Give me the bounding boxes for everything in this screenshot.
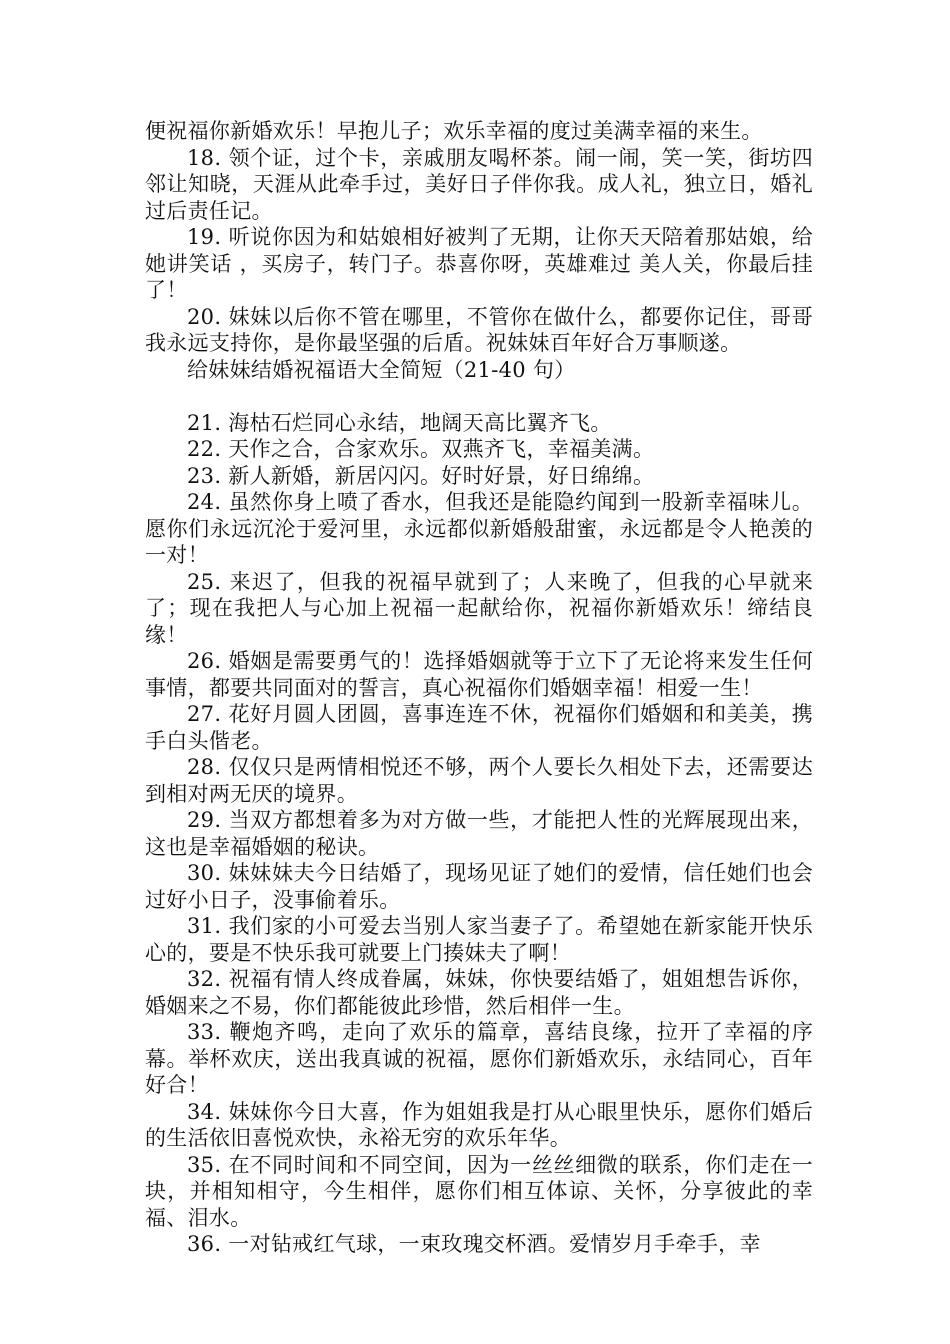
wish-paragraph-23: 23. 新人新婚，新居闪闪。好时好景，好日绵绵。 [187, 463, 655, 488]
wish-paragraph-27: 27. 花好月圆人团圆，喜事连连不休，祝福你们婚姻和和美美，携手白头偕老。 [145, 702, 813, 753]
document-body [145, 118, 813, 1258]
wish-paragraph-32: 32. 祝福有情人终成眷属，妹妹，你快要结婚了，姐姐想告诉你，婚姻来之不易，你们都能彼此珍惜，然后相伴一生。 [145, 967, 813, 1018]
wish-paragraph-34: 34. 妹妹你今日大喜，作为姐姐我是打从心眼里快乐，愿你们婚后的生活依旧喜悦欢快，永裕无穷的欢乐年华。 [145, 1099, 813, 1150]
wish-paragraph-18: 18. 领个证，过个卡，亲戚朋友喝杯茶。闹一闹，笑一笑，街坊四邻让知晓，天涯从此牵手过，美好日子伴你我。成人礼，独立日，婚礼过后责任记。 [145, 145, 813, 223]
section-heading: 给妹妹结婚祝福语大全简短（21-40 句） [187, 357, 576, 382]
continuation-paragraph: 便祝福你新婚欢乐！早抱儿子；欢乐幸福的度过美满幸福的来生。 [145, 119, 763, 143]
wish-paragraph-19: 19. 听说你因为和姑娘相好被判了无期，让你天天陪着那姑娘，给她讲笑话 ，买房子，转门子。恭喜你呀，英雄难过 美人关，你最后挂了！ [145, 225, 813, 302]
wish-paragraph-20: 20. 妹妹以后你不管在哪里，不管你在做什么，都要你记住，哥哥我永远支持你，是你最坚强的后盾。祝妹妹百年好合万事顺遂。 [145, 304, 813, 355]
blank-line [145, 383, 813, 410]
wish-paragraph-22: 22. 天作之合，合家欢乐。双燕齐飞，幸福美满。 [187, 437, 655, 461]
wish-paragraph-29: 29. 当双方都想着多为对方做一些，才能把人性的光辉展现出来，这也是幸福婚姻的秘诀。 [145, 808, 813, 859]
wish-paragraph-28: 28. 仅仅只是两情相悦还不够，两个人要长久相处下去，还需要达到相对两无厌的境界。 [145, 755, 813, 806]
wish-paragraph-33: 33. 鞭炮齐鸣，走向了欢乐的篇章，喜结良缘，拉开了幸福的序幕。举杯欢庆，送出我真诚的祝福，愿你们新婚欢乐，永结同心，百年好合！ [145, 1020, 813, 1097]
wish-paragraph-26: 26. 婚姻是需要勇气的！选择婚姻就等于立下了无论将来发生任何事情，都要共同面对的誓言，真心祝福你们婚姻幸福！相爱一生！ [145, 649, 813, 700]
wish-paragraph-35: 35. 在不同时间和不同空间，因为一丝丝细微的联系，你们走在一块，并相知相守，今生相伴，愿你们相互体谅、关怀，分享彼此的幸福、泪水。 [145, 1152, 813, 1230]
wish-paragraph-24: 24. 虽然你身上喷了香水，但我还是能隐约闻到一股新幸福味儿。愿你们永远沉沦于爱河里，永远都似新婚般甜蜜，永远都是令人艳羡的一对！ [145, 490, 813, 567]
wish-paragraph-25: 25. 来迟了，但我的祝福早就到了；人来晚了，但我的心早就来了；现在我把人与心加上祝福一起献给你，祝福你新婚欢乐！缔结良缘！ [145, 569, 813, 647]
wish-paragraph-36: 36. 一对钻戒红气球，一束玫瑰交杯酒。爱情岁月手牵手，幸 [187, 1232, 761, 1256]
wish-paragraph-31: 31. 我们家的小可爱去当别人家当妻子了。希望她在新家能开快乐心的，要是不快乐我可就要上门揍妹夫了啊！ [145, 914, 813, 965]
wish-paragraph-21: 21. 海枯石烂同心永结，地阔天高比翼齐飞。 [187, 410, 612, 435]
wish-paragraph-30: 30. 妹妹妹夫今日结婚了，现场见证了她们的爱情，信任她们也会过好小日子，没事偷着乐。 [145, 861, 813, 912]
